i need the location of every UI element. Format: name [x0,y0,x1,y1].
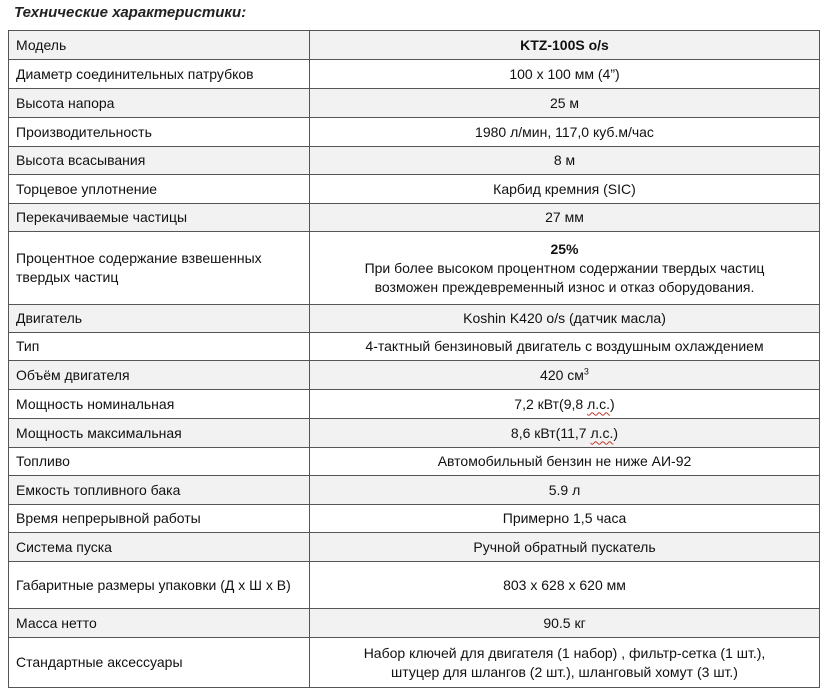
superscript: 3 [583,365,589,376]
table-row [9,638,820,688]
spec-value-line: Набор ключей для двигателя (1 набор) , фильтр-сетка (1 шт.), [363,644,766,661]
spec-value-note: возможен преждевременный износ и отказ оборудования. [374,278,755,295]
spec-value: 90.5 кг [310,609,820,638]
spec-label: Высота напора [9,89,310,118]
table-row [9,533,820,562]
spec-label: Масса нетто [9,609,310,638]
spec-value-text: 7,2 кВт(9,8 [514,395,588,412]
table-row [9,305,820,333]
spec-value: 8 м [310,147,820,175]
spec-label: Стандартные аксессуары [9,638,310,688]
spec-value: 25 м [310,89,820,118]
spec-value-percent: 25% [550,240,579,257]
spec-value-unit: л.с. [587,395,611,412]
spec-value: 803 х 628 х 620 мм [310,562,820,609]
table-row [9,89,820,118]
specifications-table [8,30,820,688]
spec-value: 100 x 100 мм (4”) [310,60,820,89]
spec-label: Мощность номинальная [9,390,310,419]
table-row [9,232,820,305]
spec-value [310,232,820,305]
spec-label: Объём двигателя [9,361,310,390]
spec-value [310,638,820,688]
spec-label: Топливо [9,448,310,476]
spec-label: Емкость топливного бака [9,476,310,505]
spec-value-text: 420 см [540,366,584,383]
spec-value [310,419,820,448]
spec-value: Карбид кремния (SIC) [310,175,820,204]
spec-label: Высота всасывания [9,147,310,175]
spec-value: KTZ-100S o/s [310,31,820,60]
spec-value [310,390,820,419]
table-row [9,333,820,361]
spec-value: 1980 л/мин, 117,0 куб.м/час [310,118,820,147]
spec-value: Автомобильный бензин не ниже АИ-92 [310,448,820,476]
spec-label: Время непрерывной работы [9,505,310,533]
spec-label: Торцевое уплотнение [9,175,310,204]
spec-label: Перекачиваемые частицы [9,204,310,232]
section-heading: Технические характеристики: [14,4,247,21]
table-row [9,204,820,232]
table-row [9,60,820,89]
spec-label: Габаритные размеры упаковки (Д х Ш х В) [9,562,310,609]
spec-label: Процентное содержание взвешенных твердых частиц [9,232,310,305]
spec-value-text: ) [610,395,615,412]
table-row [9,562,820,609]
table-row [9,147,820,175]
table-row [9,419,820,448]
spec-value: 4-тактный бензиновый двигатель с воздушным охлаждением [310,333,820,361]
spec-value-text: 8,6 кВт(11,7 [510,424,591,441]
spec-value-text: ) [613,424,619,441]
spec-value: Ручной обратный пускатель [310,533,820,562]
spec-label: Тип [9,333,310,361]
table-row [9,118,820,147]
table-row [9,476,820,505]
table-row [9,505,820,533]
table-row [9,31,820,60]
spec-label: Производительность [9,118,310,147]
spec-value-note: При более высоком процентном содержании твердых частиц [364,259,765,276]
spec-value: 5.9 л [310,476,820,505]
table-row [9,448,820,476]
table-row [9,390,820,419]
spec-label: Модель [9,31,310,60]
spec-value: Koshin K420 o/s (датчик масла) [310,305,820,333]
spec-label: Мощность максимальная [9,419,310,448]
spec-value [310,361,820,390]
table-row [9,175,820,204]
table-row [9,361,820,390]
spec-value: 27 мм [310,204,820,232]
spec-value-line: штуцер для шлангов (2 шт.), шланговый хомут (3 шт.) [391,663,738,680]
spec-label: Двигатель [9,305,310,333]
table-row [9,609,820,638]
spec-label: Диаметр соединительных патрубков [9,60,310,89]
spec-value-unit: л.с. [590,424,614,441]
spec-value: Примерно 1,5 часа [310,505,820,533]
spec-label: Система пуска [9,533,310,562]
